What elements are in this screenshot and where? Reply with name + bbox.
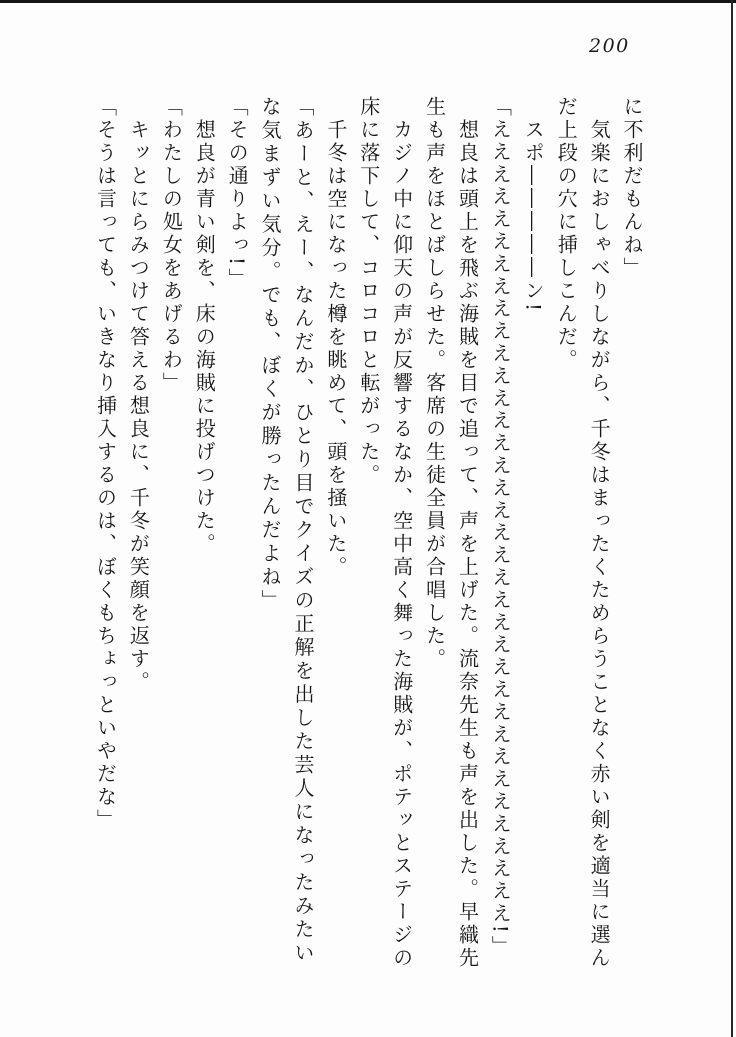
paragraph: 「ええええええええええええええええええええええええええええええええええええ!」	[488, 96, 513, 958]
text-block	[86, 96, 648, 976]
paragraph: 気楽におしゃべりしながら、千冬はまったくためらうことなく赤い剣を適当に選んだ上段の穴に挿しこんだ。	[554, 96, 612, 970]
paragraph: カジノ中に仰天の声が反響するなか、空中高く舞った海賊が、ポテッとステージの床に落下して、コロコロと転がった。	[356, 96, 414, 970]
paragraph: 「そうは言っても、いきなり挿入するのは、ぼくもちょっといやだな」	[93, 96, 118, 832]
paragraph: 想良は頭上を飛ぶ海賊を目で追って、声を上げた。流奈先生も声を出した。早織先生も声をほとばしらせた。客席の生徒全員が合唱した。	[422, 96, 480, 970]
paragraph: 「その通りよっ!」	[225, 96, 250, 292]
page-number: 200	[589, 35, 630, 57]
paragraph: スポ―――――ン!	[521, 119, 546, 315]
paragraph: に不利だもんね」	[620, 96, 644, 280]
paragraph: 千冬は空になった樽を眺めて、頭を掻いた。	[323, 119, 348, 579]
right-border-rule	[731, 0, 733, 1037]
top-border-rule	[0, 0, 736, 3]
paragraph: キッとにらみつけて答える想良に、千冬が笑顔を返す。	[126, 119, 151, 694]
paragraph: 想良が青い剣を、床の海賊に投げつけた。	[192, 119, 217, 556]
paragraph: 「あーと、えー、なんだか、ひとり目でクイズの正解を出した芸人になったみたいな気まずい気分。でも、ぼくが勝ったんだよね」	[258, 96, 315, 966]
paragraph: 「わたしの処女をあげるわ」	[159, 96, 184, 395]
